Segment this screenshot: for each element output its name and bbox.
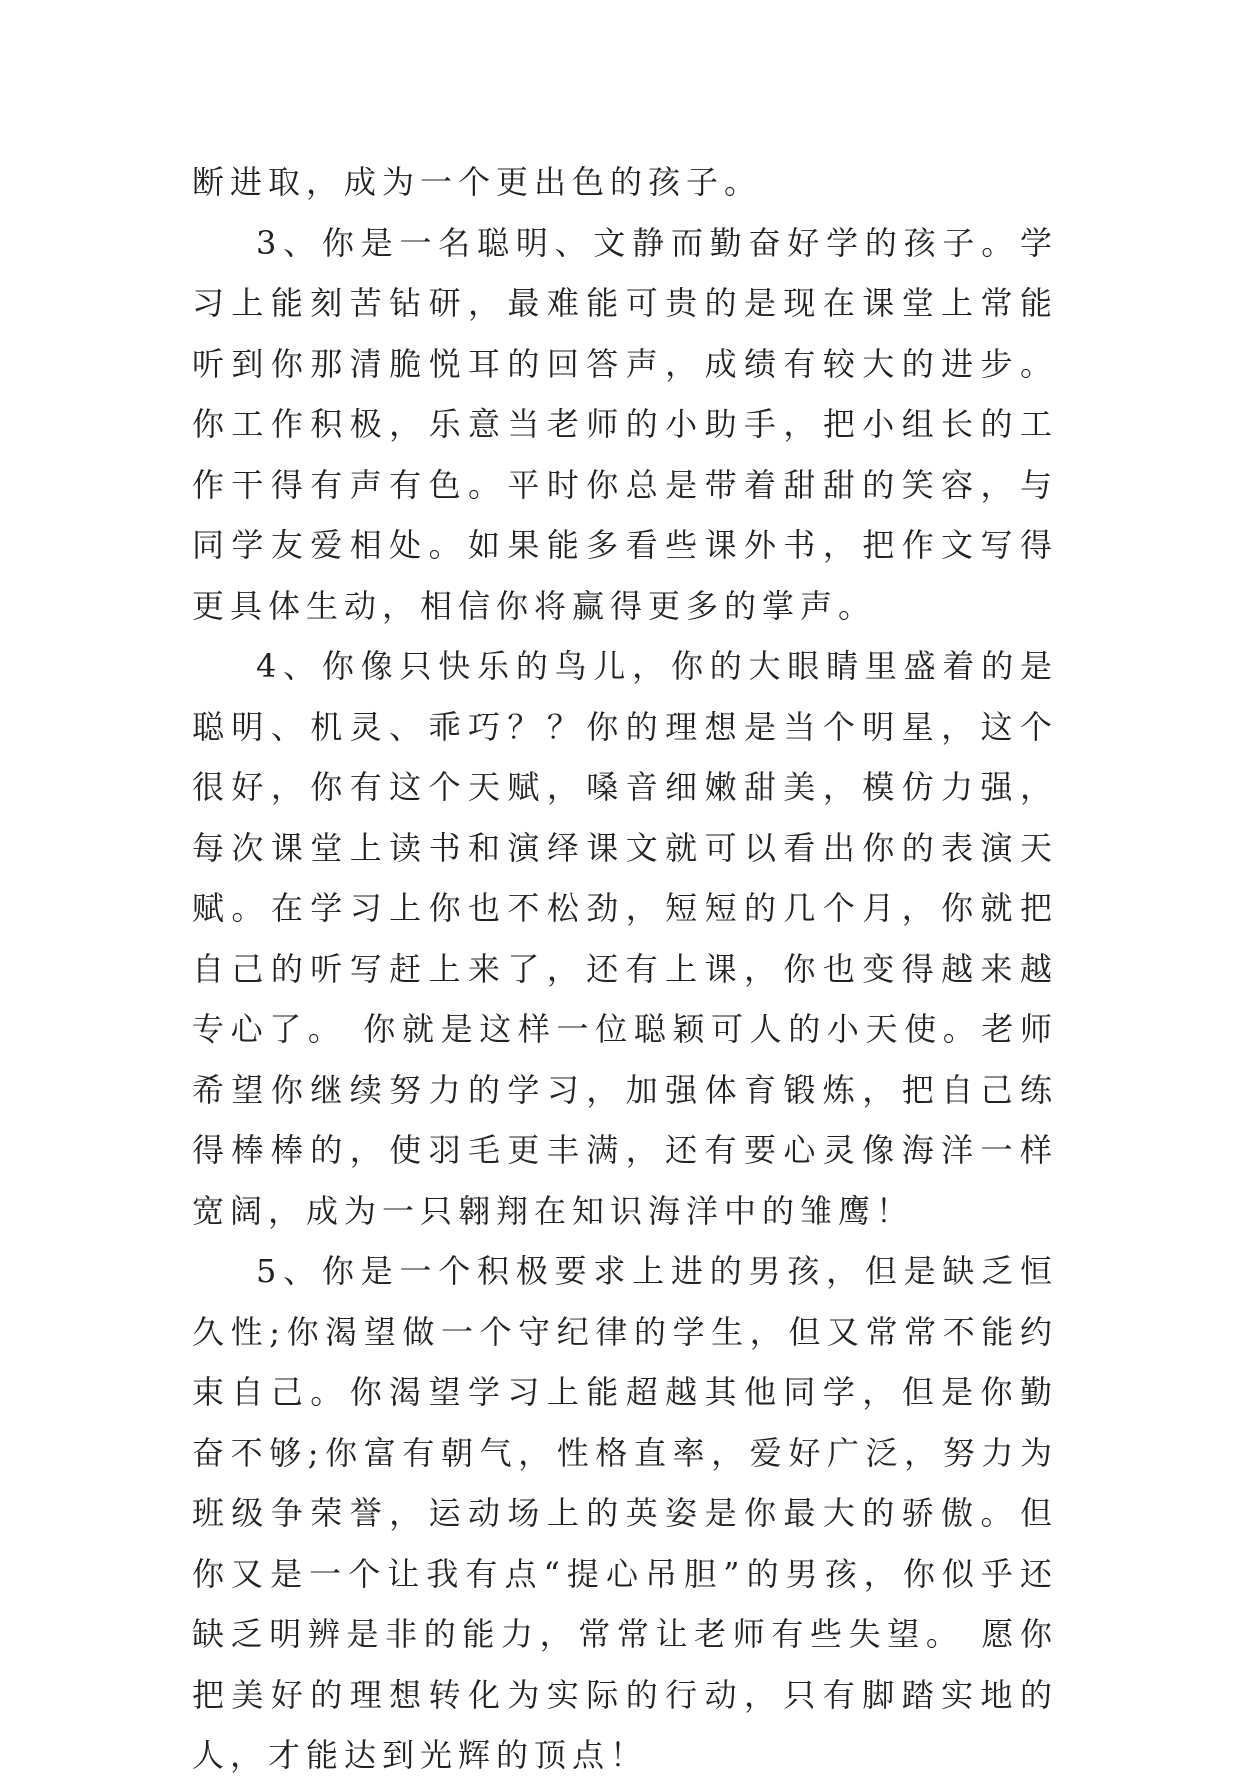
paragraph-comment-3: 3、你是一名聪明、文静而勤奋好学的孩子。学习上能刻苦钻研，最难能可贵的是现在课堂上常能听到你那清脆悦耳的回答声，成绩有较大的进步。你工作积极，乐意当老师的小助手，把小组长的工作干得有声有色。平时你总是带着甜甜的笑容，与同学友爱相处。如果能多看些课外书，把作文写得更具体生动，相信你将赢得更多的掌声。 xyxy=(192,223,1058,625)
paragraph-comment-4: 4、你像只快乐的鸟儿，你的大眼睛里盛着的是聪明、机灵、乖巧？？你的理想是当个明星，这个很好，你有这个天赋，嗓音细嫩甜美，模仿力强，每次课堂上读书和演绎课文就可以看出你的表演天赋。在学习上你也不松劲，短短的几个月，你就把自己的听写赶上来了，还有上课，你也变得越来越专心了。 你就是这样一位聪颖可人的小天使。老师希望你继续努力的学习，加强体育锻炼，把自己练得棒棒的，使羽毛更丰满，还有要心灵像海洋一样宽阔，成为一只翱翔在知识海洋中的雏鹰！ xyxy=(192,647,1058,1230)
document-body xyxy=(192,152,1058,1786)
paragraph-comment-5: 5、你是一个积极要求上进的男孩，但是缺乏恒久性;你渴望做一个守纪律的学生，但又常常不能约束自己。你渴望学习上能超越其他同学，但是你勤奋不够;你富有朝气，性格直率，爱好广泛，努力为班级争荣誉，运动场上的英姿是你最大的骄傲。但你又是一个让我有点“提心吊胆”的男孩，你似乎还缺乏明辨是非的能力，常常让老师有些失望。 愿你把美好的理想转化为实际的行动，只有脚踏实地的人，才能达到光辉的顶点！ xyxy=(192,1252,1058,1774)
paragraph-continuation: 断进取，成为一个更出色的孩子。 xyxy=(192,163,763,201)
